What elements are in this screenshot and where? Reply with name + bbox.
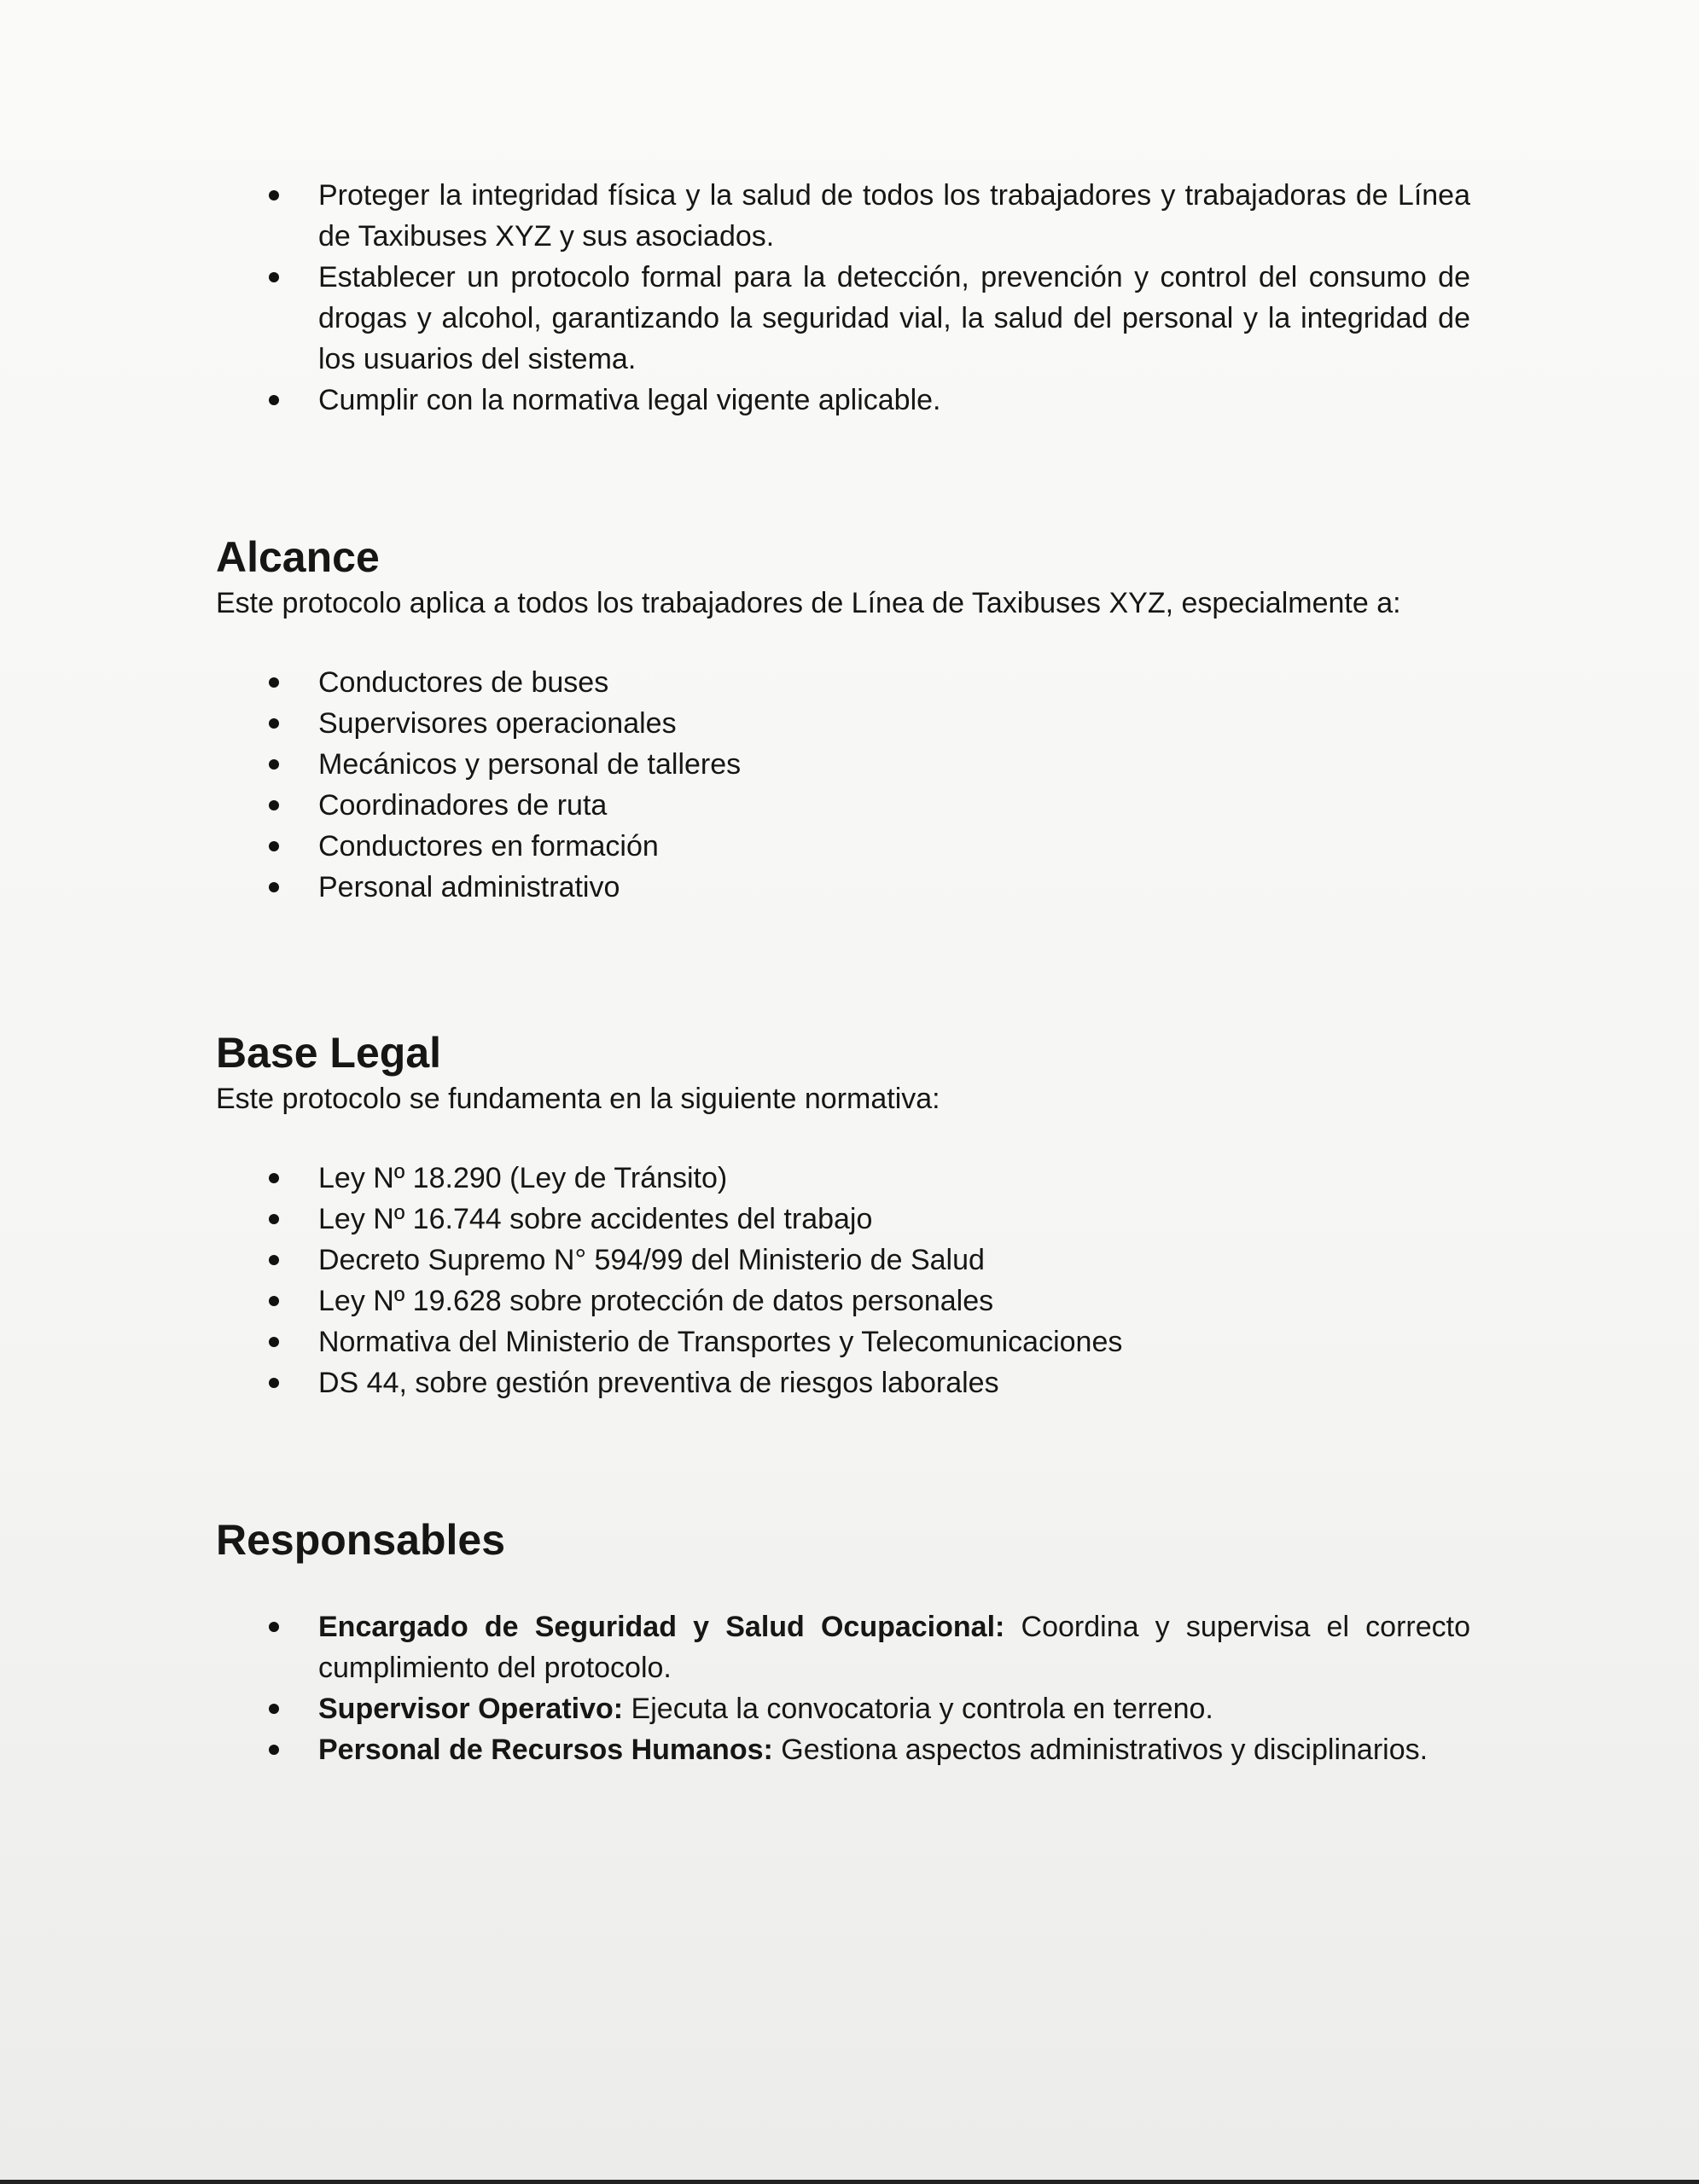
bullet-icon xyxy=(269,1704,279,1714)
bullet-icon xyxy=(269,718,279,729)
page-bottom-edge xyxy=(0,2180,1699,2184)
list-item xyxy=(216,1729,1470,1770)
list-item: Ley Nº 16.744 sobre accidentes del trabajo xyxy=(216,1199,1470,1240)
bullet-icon xyxy=(269,841,279,851)
bullet-icon xyxy=(269,1214,279,1224)
list-item: DS 44, sobre gestión preventiva de riesgos laborales xyxy=(216,1362,1470,1403)
list-item: Establecer un protocolo formal para la detección, prevención y control del consumo de drogas y alcohol, garantizando la seguridad vial, la salud del personal y la integridad de los usuarios del sistema. xyxy=(216,257,1470,380)
bullet-icon xyxy=(269,395,279,405)
list-item: Ley Nº 19.628 sobre protección de datos personales xyxy=(216,1281,1470,1321)
list-item: Personal administrativo xyxy=(216,867,1470,908)
base-legal-list xyxy=(216,1158,1470,1403)
bullet-icon xyxy=(269,1255,279,1265)
bullet-icon xyxy=(269,190,279,200)
objectives-list xyxy=(216,175,1470,421)
bullet-icon xyxy=(269,1745,279,1755)
bullet-icon xyxy=(269,1173,279,1183)
role-label: Supervisor Operativo: xyxy=(318,1693,624,1725)
role-label: Personal de Recursos Humanos: xyxy=(318,1734,773,1766)
document-body xyxy=(216,175,1470,1770)
list-item: Coordinadores de ruta xyxy=(216,785,1470,826)
alcance-intro: Este protocolo aplica a todos los trabajadores de Línea de Taxibuses XYZ, especialmente a: xyxy=(216,587,1401,619)
section-title-base-legal: Base Legal xyxy=(216,1029,442,1077)
list-item xyxy=(216,1606,1470,1688)
list-item: Proteger la integridad física y la salud de todos los trabajadores y trabajadoras de Línea de Taxibuses XYZ y sus asociados. xyxy=(216,175,1470,257)
bullet-icon xyxy=(269,1296,279,1306)
bullet-icon xyxy=(269,1622,279,1632)
bullet-icon xyxy=(269,1337,279,1347)
list-item: Ley Nº 18.290 (Ley de Tránsito) xyxy=(216,1158,1470,1199)
role-label: Encargado de Seguridad y Salud Ocupacional: xyxy=(318,1611,1005,1643)
list-item: Conductores en formación xyxy=(216,826,1470,867)
bullet-icon xyxy=(269,1378,279,1388)
list-item: Supervisores operacionales xyxy=(216,703,1470,744)
list-item: Normativa del Ministerio de Transportes y Telecomunicaciones xyxy=(216,1321,1470,1362)
alcance-list xyxy=(216,662,1470,908)
list-item: Cumplir con la normativa legal vigente aplicable. xyxy=(216,380,1470,421)
list-item: Conductores de buses xyxy=(216,662,1470,703)
section-title-alcance: Alcance xyxy=(216,533,380,581)
bullet-icon xyxy=(269,800,279,810)
responsables-list xyxy=(216,1606,1470,1770)
bullet-icon xyxy=(269,759,279,770)
list-item: Mecánicos y personal de talleres xyxy=(216,744,1470,785)
role-description: Gestiona aspectos administrativos y disciplinarios. xyxy=(772,1734,1428,1766)
role-description: Coordina y supervisa el correcto cumplimiento del protocolo. xyxy=(318,1611,1470,1684)
list-item: Decreto Supremo N° 594/99 del Ministerio de Salud xyxy=(216,1240,1470,1281)
role-description: Ejecuta la convocatoria y controla en terreno. xyxy=(623,1693,1213,1725)
list-item xyxy=(216,1688,1470,1729)
bullet-icon xyxy=(269,882,279,892)
bullet-icon xyxy=(269,677,279,688)
bullet-icon xyxy=(269,272,279,282)
section-title-responsables: Responsables xyxy=(216,1516,506,1564)
base-legal-intro: Este protocolo se fundamenta en la siguiente normativa: xyxy=(216,1083,940,1115)
